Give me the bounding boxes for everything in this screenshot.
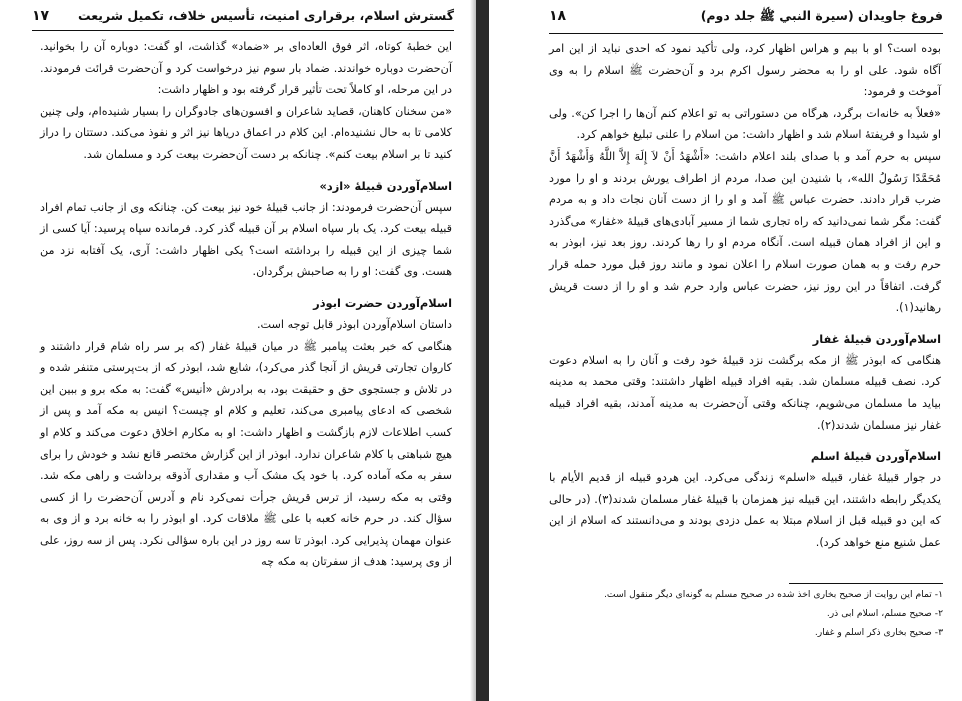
left-page-body (40, 36, 452, 573)
section-heading: اسلام‌آوردن حضرت ابوذر (313, 295, 452, 310)
footnote: ٣- صحیح بخاری ذکر اسلم و غفار. (814, 627, 943, 638)
paragraph: بوده است؟ او با بیم و هراس اظهار کرد، ولی تأکید نمود که احدی نباید از این امر آگاه شود. علی او را به محضر رسول اکرم برد و آن‌حضرت ﷺ اسلام را به وی آموخت و فرمود: (549, 42, 941, 99)
paragraph: «فعلاً به خانه‌ات برگرد، هرگاه من دستوراتی به تو اعلام کنم آن‌ها را اجرا کن». ولی او شیدا و فریفتهٔ اسلام شد و اظهار داشت: من اسلام را علنی تبلیغ خواهم کرد. (549, 106, 941, 142)
right-page-number: ١٨ (549, 8, 567, 24)
paragraph: هنگامی که خبر بعثت پیامبر ﷺ در میان قبیلهٔ غفار (که بر سر راه شام قرار داشتند و کاروان تجارتی قریش از آنجا گذر می‌کرد)، شایع شد، ابوذر که از بت‌پرستی متنفر شده و در تلاش و جستجوی حق و حقیقت بود، به برادرش «أنیس» گفت: به مکه برو و ببین این شخصی که ادعای پیامبری می‌کند، تعلیم و کلام او چیست؟ انیس به مکه آمد و پس از کسب اطلاعات لازم بازگشت و اظهار داشت: او به مکارم اخلاق دعوت می‌کند و کلام او هیچ شباهتی با کلام شاعران ندارد. ابوذر از این گزارش مختصر قانع نشد و خودش را برای سفر به مکه آماده کرد. با خود یک مشک آب و مقداری آذوقه برداشت و راهی مکه شد. وقتی به مکه رسید، از ترس قریش جرأت نمی‌کرد نام و آدرس آن‌حضرت را از کسی سؤال کند. در حرم خانه کعبه با علی ﷺ ملاقات کرد. او ابوذر را به خانه برد و از وی به عنوان مهمان پذیرایی کرد. ابوذر تا سه روز در این باره سؤالی نکرد. پس از سه روز، علی از وی پرسید: هدف از سفرتان به مکه چه (40, 339, 452, 569)
book-gutter (476, 0, 489, 701)
left-header-rule (32, 30, 454, 31)
left-page (0, 0, 476, 701)
paragraph: سپس به حرم آمد و با صدای بلند اعلام داشت: «أَشْهَدُ أَنْ لاَ إِلَهَ إِلاَّ اللَّهُ وَأَشْهَدُ أَنَّ مُحَمَّدًا رَسُولُ الله»، با شنیدن این صدا، مردم از اطراف یورش بردند و او را مورد ضرب قرار دادند. حضرت عباس ﷺ آمد و او را از دست آنان نجات داد و به مردم گفت: مگر شما نمی‌دانید که راه تجاری شما از مسیر آبادی‌های قبیلهٔ «غفار» می‌گذرد و این از افراد همان قبیله است. آنگاه مردم او را رها کردند. روز بعد نیز، ابوذر به حرم رفت و به همان صورت اسلام را اعلان نمود و مانند روز قبل مورد حمله قرار گرفت. اتفاقاً در این روز نیز، حضرت عباس وارد حرم شد و او را از دست قریش رهانید(١). (549, 149, 941, 315)
right-page-body (549, 38, 941, 553)
paragraph: داستان اسلام‌آوردن ابوذر قابل توجه است. (256, 317, 452, 331)
right-running-title: فروغ جاویدان (سیرة النبي ﷺ جلد دوم) (700, 8, 943, 23)
paragraph: هنگامی که ابوذر ﷺ از مکه برگشت نزد قبیلهٔ خود رفت و آنان را به اسلام دعوت کرد. نصف قبیله مسلمان شد. بقیه افراد قبیله اظهار داشتند: وقتی محمد به مدینه بیاید ما مسلمان می‌شویم، چنانکه وقتی آن‌حضرت به مدینه آمدند، بقیه افراد قبیله غفار نیز مسلمان شدند(٢). (549, 353, 941, 432)
paragraph: سپس آن‌حضرت فرمودند: از جانب قبیلهٔ خود نیز بیعت کن. چنانکه وی از جانب تمام افراد قبیله بیعت کرد. یک بار سپاه اسلام بر آن قبیله گذر کرد. فرمانده سپاه پرسید: آیا کسی از شما چیزی از این قبیله را برداشته است؟ یکی اظهار داشت: آری، یک آفتابه نزد من هست. وی گفت: او را به صاحبش برگردان. (40, 200, 452, 279)
left-page-header (32, 6, 454, 26)
section-heading: اسلام‌آوردن قبیلهٔ اسلم (810, 449, 941, 464)
right-header-rule (549, 33, 943, 34)
footnote-rule (789, 583, 943, 584)
left-running-title: گسترش اسلام، برقراری امنیت، تأسیس خلاف، تکمیل شریعت (77, 8, 454, 23)
footnote: ٢- صحیح مسلم، اسلام ابی ذر. (826, 608, 943, 619)
section-heading: اسلام‌آوردن قبیلهٔ «ازد» (319, 178, 452, 193)
right-page (489, 0, 962, 701)
paragraph: «من سخنان کاهنان، قصاید شاعران و افسون‌های جادوگران را بسیار شنیده‌ام، ولی چنین کلامی تا به حال نشنیده‌ام. این کلام در اعماق دریاها نیز اثر و نفوذ می‌کند. دستتان را دراز کنید تا بر اسلام بیعت کنم». چنانکه بر دست آن‌حضرت بیعت کرد و مسلمان شد. (40, 104, 452, 161)
paragraph: این خطبهٔ کوتاه، اثر فوق العاده‌ای بر «ضماد» گذاشت، او گفت: دوباره آن را بخوانید. آن‌حضرت دوباره خواندند. ضماد بار سوم نیز درخواست کرد و آن‌حضرت قرائت فرمودند. در این مرحله، او کاملاً تحت تأثیر قرار گرفته بود و اظهار داشت: (40, 40, 452, 97)
section-heading: اسلام‌آوردن قبیلهٔ غفار (812, 331, 941, 346)
paragraph: در جوار قبیلهٔ غفار، قبیله «اسلم» زندگی می‌کرد. این هردو قبیله از قدیم الأیام با یکدیگر رابطه داشتند، این قبیله نیز همزمان با قبیلهٔ غفار مسلمان شدند(٣). (در حالی که این دو قبیله قبل از اسلام مبتلا به عمل دزدی بودند و می‌دانستند که اسلام از این عمل شنیع منع خواهد کرد). (549, 471, 941, 549)
footnote: ١- تمام این روایت از صحیح بخاری اخذ شده در صحیح مسلم به گونه‌ای دیگر منقول است. (604, 589, 943, 600)
left-page-number: ١٧ (32, 8, 50, 24)
right-page-header (549, 6, 943, 26)
footnotes (569, 585, 943, 642)
